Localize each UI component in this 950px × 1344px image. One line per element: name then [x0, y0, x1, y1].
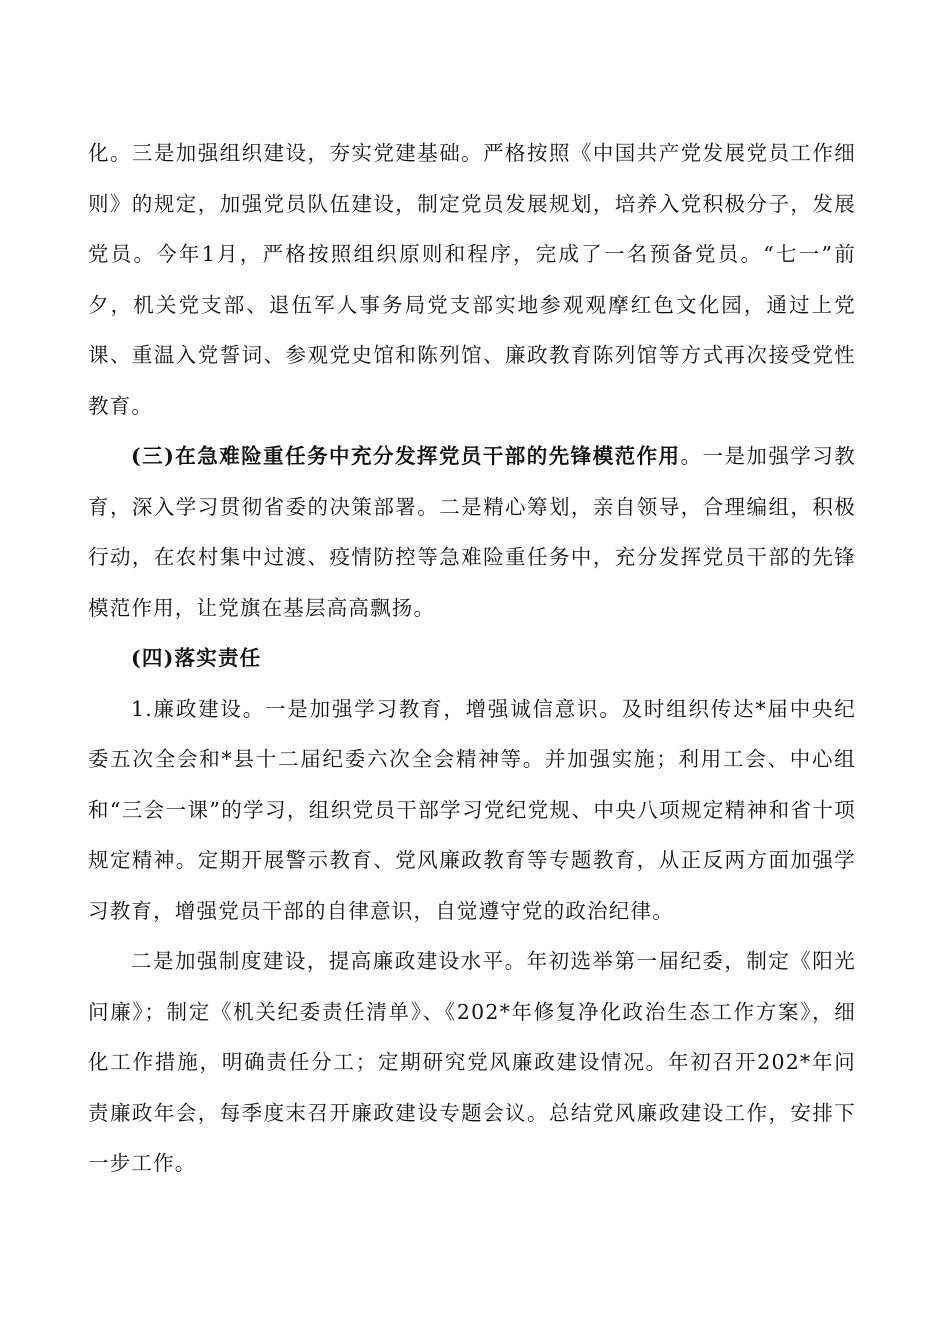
- paragraph-responsibility-heading: [88, 633, 856, 684]
- paragraph-organization-building: [88, 128, 856, 431]
- paragraph-text: 1.廉政建设。一是加强学习教育，增强诚信意识。及时组织传达*届中央纪委五次全会和*县十二届纪委六次全会精神等。并加强实施；利用工会、中心组和“三会一课”的学习，组织党员干部学习党纪党规、中央八项规定精神和省十项规定精神。定期开展警示教育、党风廉政教育等专题教育，从正反两方面加强学习教育，增强党员干部的自律意识，自觉遵守党的政治纪律。: [88, 696, 856, 923]
- paragraph-integrity-building: [88, 684, 856, 937]
- paragraph-system-building: [88, 936, 856, 1189]
- paragraph-text: 化。三是加强组织建设，夯实党建基础。严格按照《中国共产党发展党员工作细则》的规定，加强党员队伍建设，制定党员发展规划，培养入党积极分子，发展党员。今年1月，严格按照组织原则和程序，完成了一名预备党员。“七一”前夕，机关党支部、退伍军人事务局党支部实地参观观摩红色文化园，通过上党课、重温入党誓词、参观党史馆和陈列馆、廉政教育陈列馆等方式再次接受党性教育。: [88, 141, 856, 418]
- paragraph-text: 。一是加强学习教育，深入学习贯彻省委的决策部署。二是精心筹划，亲自领导，合理编组，积极行动，在农村集中过渡、疫情防控等急难险重任务中，充分发挥党员干部的先锋模范作用，让党旗在基层高高飘扬。: [88, 444, 856, 620]
- document-body: [88, 128, 856, 1189]
- paragraph-vanguard-role: [88, 431, 856, 633]
- section-heading-3: (三)在急难险重任务中充分发挥党员干部的先锋模范作用: [131, 444, 681, 468]
- paragraph-text: 二是加强制度建设，提高廉政建设水平。年初选举第一届纪委，制定《阳光问廉》；制定《机关纪委责任清单》、《202*年修复净化政治生态工作方案》，细化工作措施，明确责任分工；定期研究党风廉政建设情况。年初召开202*年问责廉政年会，每季度末召开廉政建设专题会议。总结党风廉政建设工作，安排下一步工作。: [88, 949, 856, 1175]
- section-heading-4: (四)落实责任: [131, 646, 262, 670]
